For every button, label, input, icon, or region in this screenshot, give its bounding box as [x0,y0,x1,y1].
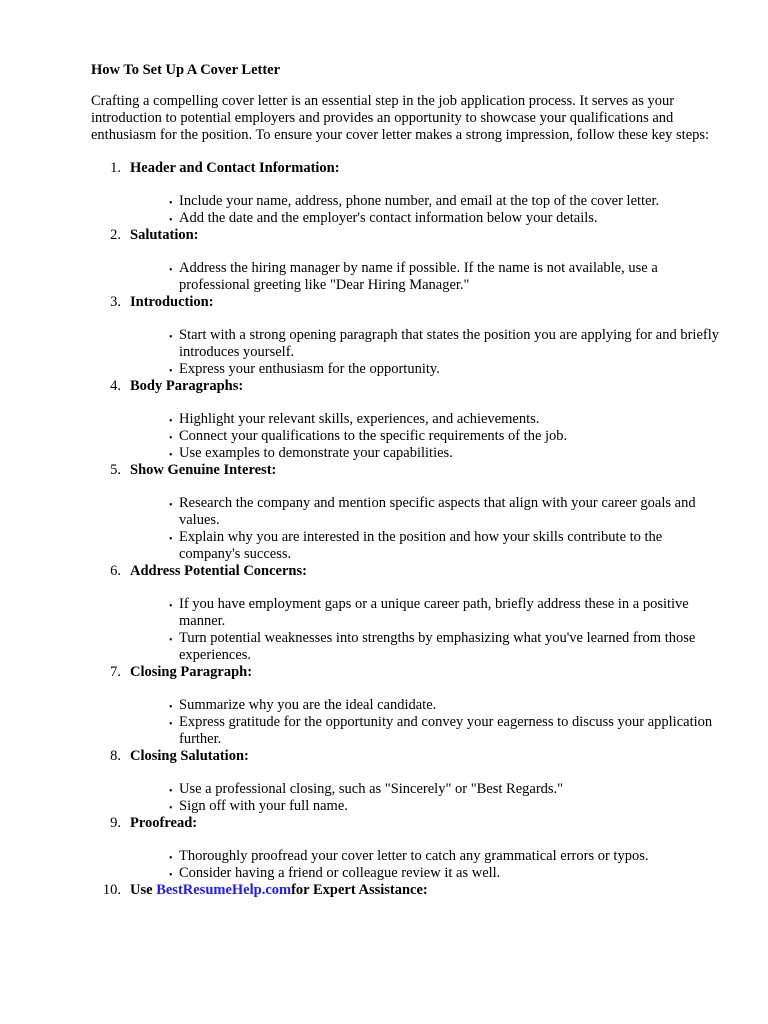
step-heading: Closing Paragraph: [130,664,253,680]
bullet-text: If you have employment gaps or a unique career path, briefly address these in a positive manner. [179,596,689,629]
bullet-icon: • [169,450,173,461]
bullet-item [169,529,721,563]
step-item-2 [91,227,721,294]
bullet-item [169,714,721,748]
bullet-icon: • [169,198,173,209]
step-number: 5. [110,462,121,478]
bullet-icon: • [169,803,173,814]
bullet-text: Turn potential weaknesses into strengths by emphasizing what you've learned from those experiences. [179,630,696,663]
step-heading: Salutation: [130,227,199,243]
bullet-icon: • [169,534,173,545]
bullet-item [169,630,721,664]
bullet-text: Highlight your relevant skills, experiences, and achievements. [179,411,540,427]
bullet-icon: • [169,215,173,226]
step-number: 1. [110,160,121,176]
bullet-icon: • [169,853,173,864]
bullet-list [130,781,721,815]
bullet-item [169,781,721,798]
bullet-text: Connect your qualifications to the specific requirements of the job. [179,428,568,444]
bullet-list [130,260,721,294]
step-heading: Proofread: [130,815,198,831]
bullet-text: Consider having a friend or colleague review it as well. [179,865,501,881]
step-heading: Header and Contact Information: [130,160,340,176]
bullet-list [130,596,721,664]
step-heading: Show Genuine Interest: [130,462,277,478]
step-item-9 [91,815,721,882]
step-item-7 [91,664,721,748]
bullet-icon: • [169,786,173,797]
bullet-icon: • [169,433,173,444]
bullet-text: Start with a strong opening paragraph that states the position you are applying for and briefly introduces yourself. [179,327,719,360]
bullet-list [130,411,721,462]
bullet-text: Use a professional closing, such as "Sincerely" or "Best Regards." [179,781,564,797]
bullet-icon: • [169,870,173,881]
bullet-item [169,361,721,378]
step-item-1 [91,160,721,227]
bullet-item [169,210,721,227]
step-heading-prefix: Use [130,882,157,898]
bullet-text: Sign off with your full name. [179,798,348,814]
bullet-text: Use examples to demonstrate your capabilities. [179,445,453,461]
step-item-8 [91,748,721,815]
bullet-icon: • [169,702,173,713]
step-number: 4. [110,378,121,394]
bullet-item [169,411,721,428]
step-number: 9. [110,815,121,831]
steps-list [91,160,721,882]
bullet-icon: • [169,265,173,276]
bullet-item [169,495,721,529]
step-item-6 [91,563,721,664]
bullet-item [169,260,721,294]
bullet-list [130,495,721,563]
bullet-list [130,327,721,378]
bullet-text: Express your enthusiasm for the opportunity. [179,361,440,377]
bullet-icon: • [169,416,173,427]
bestresumehelp-link[interactable]: BestResumeHelp.com [156,882,292,898]
document-title: How To Set Up A Cover Letter [91,62,281,78]
bullet-icon: • [169,366,173,377]
step-item-4 [91,378,721,462]
step-heading: Address Potential Concerns: [130,563,307,579]
bullet-item [169,428,721,445]
bullet-text: Include your name, address, phone number, and email at the top of the cover letter. [179,193,660,209]
bullet-item [169,596,721,630]
bullet-item [169,327,721,361]
bullet-icon: • [169,601,173,612]
step-number: 3. [110,294,121,310]
step-number: 7. [110,664,121,680]
bullet-text: Research the company and mention specific aspects that align with your career goals and values. [179,495,696,528]
bullet-item [169,865,721,882]
bullet-item [169,193,721,210]
bullet-list [130,193,721,227]
bullet-item [169,798,721,815]
bullet-text: Summarize why you are the ideal candidate. [179,697,437,713]
bullet-list [130,848,721,882]
bullet-text: Address the hiring manager by name if possible. If the name is not available, use a professional greeting like "Dear Hiring Manager." [179,260,658,293]
step-number: 10. [102,882,121,898]
step-number: 6. [110,563,121,579]
bullet-text: Express gratitude for the opportunity and convey your eagerness to discuss your application further. [179,714,713,747]
bullet-item [169,697,721,714]
document-page [91,62,721,899]
bullet-icon: • [169,719,173,730]
step-item-5 [91,462,721,563]
step-heading: Introduction: [130,294,214,310]
step-heading-suffix: for Expert Assistance: [291,882,428,898]
bullet-text: Add the date and the employer's contact information below your details. [179,210,598,226]
bullet-icon: • [169,500,173,511]
step-item-10 [91,882,721,899]
bullet-text: Thoroughly proofread your cover letter to catch any grammatical errors or typos. [179,848,649,864]
step-heading: Closing Salutation: [130,748,249,764]
step-heading: Body Paragraphs: [130,378,244,394]
bullet-item [169,445,721,462]
bullet-icon: • [169,635,173,646]
bullet-icon: • [169,332,173,343]
bullet-item [169,848,721,865]
step-number: 8. [110,748,121,764]
step-number: 2. [110,227,121,243]
step-item-3 [91,294,721,378]
intro-paragraph: Crafting a compelling cover letter is an essential step in the job application process. It serves as your introduction to potential employers and provides an opportunity to showcase your qualifications and enthusiasm for the position. To ensure your cover letter makes a strong impression, follow these key steps: [91,93,710,143]
bullet-text: Explain why you are interested in the position and how your skills contribute to the company's success. [179,529,663,562]
bullet-list [130,697,721,748]
